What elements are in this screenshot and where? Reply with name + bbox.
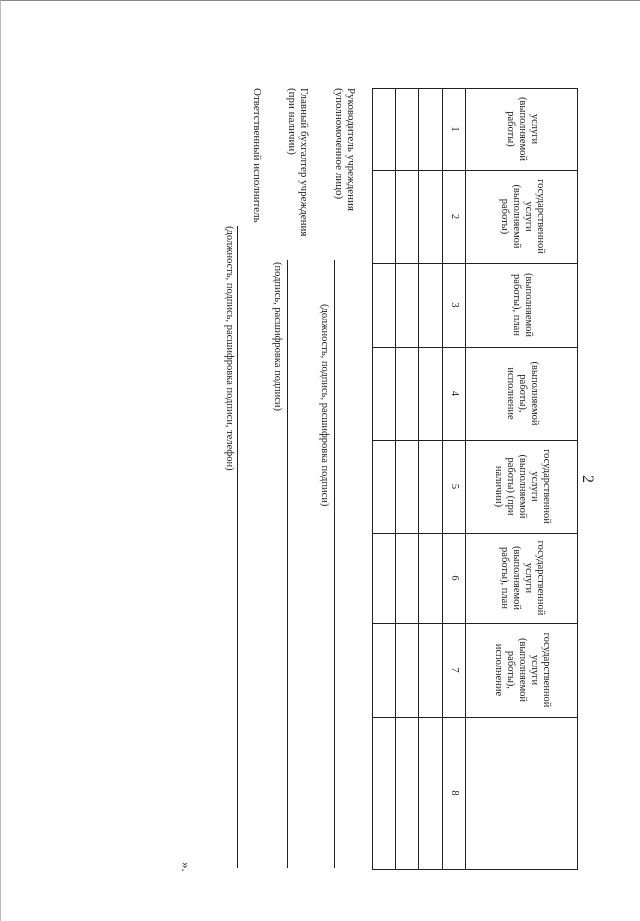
closing-quote-mark: ». — [179, 862, 194, 872]
column-number: 6 — [449, 575, 461, 581]
signature-caption: (должность, подпись, расшифровка подписи) — [319, 304, 330, 507]
table-rule — [395, 88, 396, 869]
signature-label: Ответственный исполнитель — [251, 88, 263, 223]
header-cell: государственной услуги (выполняемой работы), исполнение — [493, 632, 552, 708]
column-number: 7 — [449, 667, 461, 673]
table-rule — [372, 869, 578, 870]
page-number: 2 — [579, 475, 596, 483]
header-cell: (выполняемой работы), план — [511, 272, 534, 338]
signature-line — [287, 260, 288, 868]
column-number: 3 — [449, 302, 461, 308]
header-cell: услуги (выполняемой работы) — [505, 96, 540, 162]
column-number: 1 — [449, 126, 461, 132]
column-number: 8 — [449, 790, 461, 796]
column-number: 4 — [449, 390, 461, 397]
column-number: 5 — [449, 483, 461, 490]
header-cell — [466, 717, 578, 869]
signature-line — [334, 260, 335, 868]
header-cell: государственной услуги (выполняемой работы), план — [499, 540, 546, 616]
table-rule — [418, 88, 419, 869]
signature-label: (при наличии) — [286, 88, 298, 155]
header-cell: государственной услуги (выполняемой работы) (при наличии) — [493, 449, 552, 524]
signature-label: Главный бухгалтер учреждения — [298, 88, 310, 237]
signature-line — [237, 226, 238, 868]
signature-caption: (подпись, расшифровка подписи) — [272, 262, 283, 412]
signature-label: Руководитель учреждения — [345, 88, 357, 211]
column-number: 2 — [449, 213, 461, 220]
header-cell: (выполняемой работы), исполнение — [505, 361, 540, 426]
table-rule — [372, 88, 373, 869]
header-cell: государственной услуги (выполняемой работы) — [499, 179, 546, 254]
signature-caption: (должность, подпись, расшифровка подписи, телефон) — [224, 226, 235, 471]
signature-label: (уполномоченное лицо) — [333, 88, 345, 200]
